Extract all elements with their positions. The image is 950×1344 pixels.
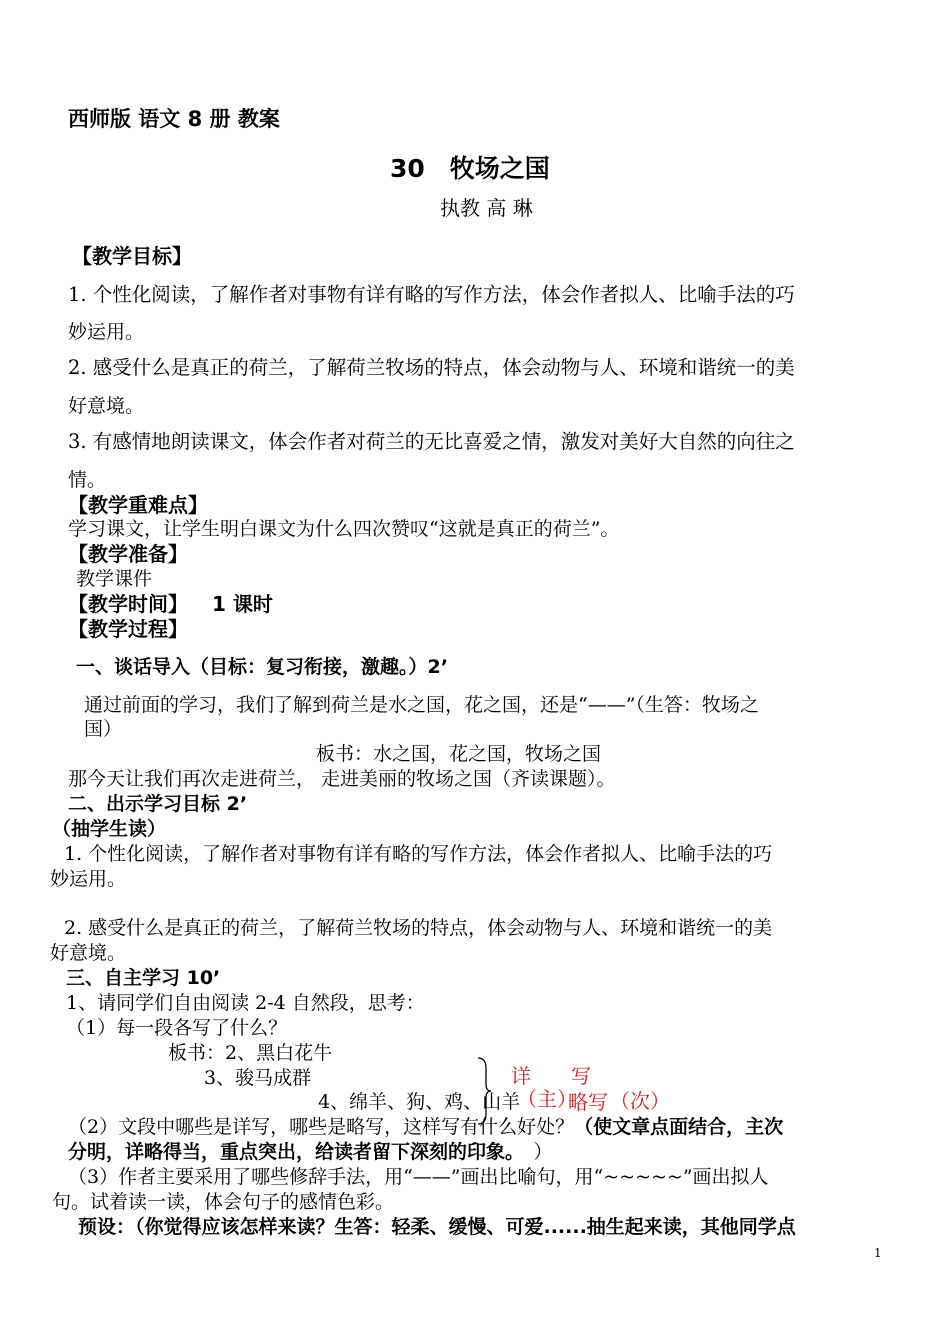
question-2-answer-a: （使文章点面结合，主次 [574,1116,784,1138]
time-text: 1 课时 [212,592,273,616]
step-2-goal-1-line-b: 妙运用。 [50,868,127,890]
blackboard-line-1: 板书：水之国，花之国，牧场之国 [316,743,602,765]
section-heading-process: 【教学过程】 [68,617,188,641]
document-header: 西师版 语文 8 册 教案 [68,107,280,131]
step-3-heading: 三、自主学习 10’ [66,967,221,989]
step-1-text-line-c: 那今天让我们再次走进荷兰， 走进美丽的牧场之国（齐读课题）。 [68,768,616,790]
preparation-text: 教学课件 [76,568,153,590]
page-number: 1 [874,1246,882,1260]
lesson-title: 30 牧场之国 [390,154,550,183]
question-1: （1）每一段各写了什么？ [66,1017,288,1039]
goal-1-line-b: 妙运用。 [68,321,145,343]
step-2-subheading: （抽学生读） [52,818,167,840]
blackboard-item-3: 3、骏马成群 [204,1067,312,1089]
step-2-heading: 二、出示学习目标 2’ [68,793,248,815]
section-heading-key-points: 【教学重难点】 [68,493,208,517]
step-2-goal-2-line-b: 好意境。 [50,942,127,964]
author-line: 执教 高 琳 [440,196,533,220]
section-heading-time: 【教学时间】 [68,592,188,616]
step-2-goal-2-line-a: 2. 感受什么是真正的荷兰，了解荷兰牧场的特点，体会动物与人、环境和谐统一的美 [64,917,773,939]
goal-3-line-b: 情。 [68,469,107,491]
question-2-close: ） [514,1141,553,1163]
step-2-goal-1-line-a: 1. 个性化阅读，了解作者对事物有详有略的写作方法，体会作者拟人、比喻手法的巧 [64,843,773,865]
key-points-text: 学习课文，让学生明白课文为什么四次赞叹“这就是真正的荷兰”。 [68,518,620,540]
goal-3-line-a: 3. 有感情地朗读课文，体会作者对荷兰的无比喜爱之情，激发对美好大自然的向往之 [68,430,795,453]
goal-2-line-b: 好意境。 [68,395,145,417]
main-label: （主） [517,1087,577,1111]
question-2-plain: （2）文段中哪些是详写，哪些是略写，这样写有什么好处？ [68,1116,575,1138]
step-3-question: 1、请同学们自由阅读 2-4 自然段，思考： [66,992,425,1014]
question-2-answer-b: 分明，详略得当，重点突出，给读者留下深刻的印象。 [68,1141,515,1163]
blackboard-item-2: 板书：2、黑白花牛 [168,1042,333,1064]
blackboard-item-4: 4、绵羊、狗、鸡、山羊 [318,1091,521,1113]
question-2-text [68,1115,783,1139]
question-3-line-a: （3）作者主要采用了哪些修辞手法，用“——”画出比喻句，用“~~~~~”画出拟人 [68,1166,769,1188]
preset-answer: 预设：（你觉得应该怎样来读？生答：轻柔、缓慢、可爱......抽生起来读，其他同学点 [78,1216,796,1238]
step-1-text-line-b: 国） [84,718,123,740]
brief-label: 略写 [568,1090,608,1114]
goal-2-line-a: 2. 感受什么是真正的荷兰，了解荷兰牧场的特点，体会动物与人、环境和谐统一的美 [68,356,795,379]
question-2-answer-line [68,1140,553,1164]
section-heading-goals: 【教学目标】 [72,244,192,268]
minor-label: （次） [610,1089,670,1113]
step-1-text-line-a: 通过前面的学习，我们了解到荷兰是水之国，花之国，还是“——”（生答：牧场之 [84,694,759,716]
detail-label: 详 写 [511,1064,591,1088]
step-1-heading: 一、谈话导入（目标：复习衔接，激趣。）2’ [76,656,448,678]
question-3-line-b: 句。试着读一读，体会句子的感情色彩。 [52,1191,395,1213]
section-heading-preparation: 【教学准备】 [68,542,188,566]
goal-1-line-a: 1. 个性化阅读，了解作者对事物有详有略的写作方法，体会作者拟人、比喻手法的巧 [68,283,795,306]
